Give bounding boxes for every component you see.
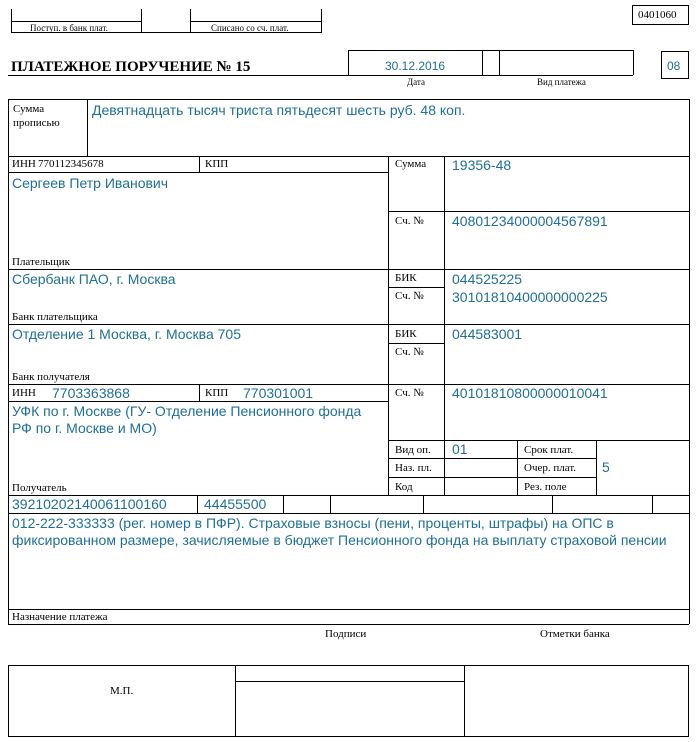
inn-kpp-divider [199,156,200,173]
amount-label: Сумма [395,158,427,170]
payer-bank-bik: 044525225 [452,271,523,287]
kbk-code: 39210202140061100160 [12,496,167,512]
title-divider [633,50,634,75]
payee-bank-label: Банк получателя [12,371,90,383]
received-date-line [11,21,141,22]
title-underline [8,75,633,76]
title-divider [482,50,483,75]
op-divider [596,440,597,495]
row-line [388,477,596,478]
op-divider [517,440,518,495]
tax-divider [283,495,284,513]
payer-bank-bik-label: БИК [395,272,417,284]
header-divider [321,9,322,33]
inn-kpp-divider [199,384,200,401]
signature-line [235,681,465,682]
order-date: 30.12.2016 [385,59,446,73]
op-type: 01 [452,441,468,457]
amount-in-words: Девятнадцать тысяч триста пятьдесят шесть руб. 48 коп. [92,102,466,118]
payer-account-label: Сч. № [395,215,424,227]
form-top-line [8,99,689,100]
written-off-date-line [190,21,321,22]
payee-inn-label: ИНН [12,387,36,399]
payee-label: Получатель [12,482,67,494]
stamp-label: М.П. [110,685,134,697]
tax-divider [330,495,331,513]
payer-inn: 770112345678 [38,158,104,170]
payment-purpose-label: Назначение платежа [12,611,108,623]
row-line [8,609,689,610]
tax-divider [552,495,553,513]
form-code: 0401060 [638,9,677,21]
title-top-line [348,50,633,51]
payment-purpose-code-label: Наз. пл. [395,462,432,474]
payer-name: Сергеев Петр Иванович [12,175,169,191]
payee-account: 40101810800000010041 [452,385,608,401]
row-line [388,287,444,288]
reserve-field-label: Рез. поле [524,481,567,493]
bank-marks-box [464,665,689,737]
row-line [8,172,388,173]
payee-name: УФК по г. Москве (ГУ- Отделение Пенсионного фонда РФ по г. Москве и МО) [12,403,362,436]
payee-account-label: Сч. № [395,387,424,399]
row-line [8,324,689,325]
payment-term-label: Срок плат. [524,444,574,456]
code-label: Код [395,481,413,493]
header-divider [141,9,142,33]
payer-inn-label: ИНН [12,158,36,170]
row-line [8,156,689,157]
row-line [388,458,596,459]
payer-label: Плательщик [12,256,70,268]
column-divider [388,156,389,495]
payee-bank-name: Отделение 1 Москва, г. Москва 705 [12,326,241,342]
written-off-label: Списано со сч. плат. [211,23,289,33]
tax-divider [652,495,653,513]
payer-bank-corr-label: Сч. № [395,290,424,302]
payment-queue: 5 [602,459,610,475]
row-line [388,440,689,441]
stamp-box [8,665,236,737]
payer-kpp-label: КПП [205,158,229,170]
row-line [8,513,689,514]
row-line [8,401,388,402]
payee-kpp: 770301001 [243,385,314,401]
payer-bank-name: Сбербанк ПАО, г. Москва [12,271,176,287]
date-label: Дата [407,77,425,87]
tax-divider [423,495,424,513]
payee-bank-bik: 044583001 [452,326,523,342]
payee-bank-bik-label: БИК [395,328,417,340]
page-title: ПЛАТЕЖНОЕ ПОРУЧЕНИЕ № 15 [11,59,251,75]
oktmo-code: 44455500 [204,496,267,512]
row-line [388,211,689,212]
payee-bank-corr-label: Сч. № [395,346,424,358]
amount-value: 19356-48 [452,157,512,173]
payment-purpose: 012-222-333333 (рег. номер в ПФР). Страховые взносы (пени, проценты, штрафы) на ОПС в фиксированном размере, зачисляемые в бюджет Пенсионного фонда на выплату страховой пенсии [12,515,667,548]
form-right-border [689,99,690,624]
status-code: 08 [667,59,681,73]
amount-words-label-1: Сумма [13,103,45,115]
payer-bank-label: Банк плательщика [12,311,98,323]
title-divider [348,50,349,75]
payment-queue-label: Очер. плат. [524,462,577,474]
title-divider [499,50,500,75]
tax-divider [197,495,198,513]
payee-kpp-label: КПП [205,387,229,399]
row-line [388,343,444,344]
op-type-label: Вид оп. [395,444,431,456]
payer-account: 40801234000004567891 [452,213,608,229]
column-divider [444,156,445,495]
received-in-bank-label: Поступ. в банк плат. [30,23,108,33]
row-line [8,269,689,270]
payer-bank-corr-account: 30101810400000000225 [452,289,608,305]
form-left-border [8,99,9,624]
signatures-label: Подписи [325,628,367,640]
amount-words-divider [87,99,88,156]
form-bottom-line [8,624,689,625]
signature-box [235,665,465,737]
bank-marks-label: Отметки банка [540,628,610,640]
amount-words-label-2: прописью [13,117,60,129]
payee-inn: 7703363868 [52,385,130,401]
payment-type-label: Вид платежа [537,77,586,87]
